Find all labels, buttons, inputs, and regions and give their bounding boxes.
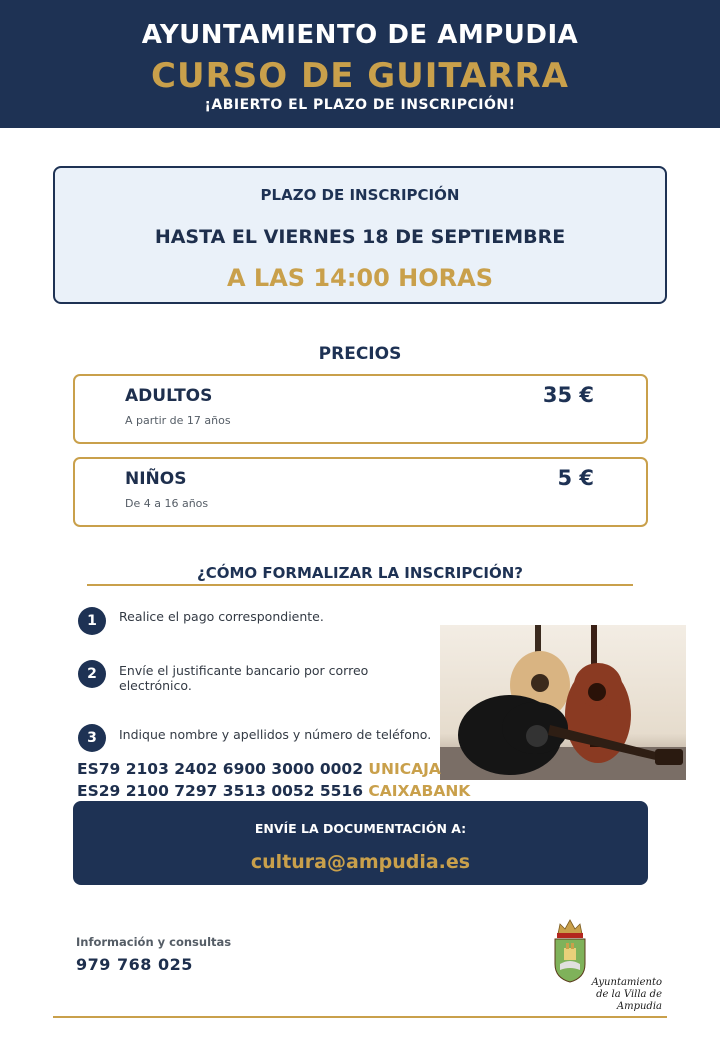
send-documentation-label: ENVÍE LA DOCUMENTACIÓN A: <box>254 821 467 836</box>
header-banner <box>0 0 720 128</box>
step-text: Indique nombre y apellidos y número de teléfono. <box>119 727 432 742</box>
price-category-name: NIÑOS <box>125 469 187 489</box>
step-text: Realice el pago correspondiente. <box>119 609 324 624</box>
prices-heading: PRECIOS <box>318 344 402 364</box>
send-documentation-box <box>73 801 648 885</box>
deadline-label: PLAZO DE INSCRIPCIÓN <box>260 186 460 204</box>
step-number-badge: 1 <box>78 607 106 635</box>
step-number-badge: 3 <box>78 724 106 752</box>
footer-divider <box>53 1016 667 1018</box>
deadline-date: HASTA EL VIERNES 18 DE SEPTIEMBRE <box>154 226 566 248</box>
contact-phone: 979 768 025 <box>76 955 193 974</box>
price-card-children <box>73 457 648 527</box>
town-crest-icon <box>550 916 590 986</box>
logo-line-2: de la Villa de Ampudia <box>596 989 662 1012</box>
deadline-time: A LAS 14:00 HORAS <box>226 264 493 292</box>
info-label: Información y consultas <box>76 935 232 949</box>
logo-line-1: Ayuntamiento <box>591 977 662 988</box>
bank-account-line <box>77 782 470 800</box>
price-card-adults <box>73 374 648 444</box>
bank-name: UNICAJA <box>368 760 441 778</box>
course-title: CURSO DE GUITARRA <box>151 56 569 96</box>
step-number-badge: 2 <box>78 660 106 688</box>
price-amount: 5 € <box>557 466 594 490</box>
price-category-age: De 4 a 16 años <box>125 497 209 510</box>
price-amount: 35 € <box>542 383 594 407</box>
iban-number: ES79 2103 2402 6900 3000 0002 <box>77 760 364 778</box>
organization-name: AYUNTAMIENTO DE AMPUDIA <box>141 20 579 50</box>
guitars-photo <box>440 625 686 780</box>
step-text: Envíe el justificante bancario por correo electrónico. <box>119 663 369 693</box>
bank-name: CAIXABANK <box>368 782 471 800</box>
registration-open-subtitle: ¡ABIERTO EL PLAZO DE INSCRIPCIÓN! <box>204 97 516 113</box>
iban-number: ES29 2100 7297 3513 0052 5516 <box>77 782 364 800</box>
heading-divider <box>87 584 633 586</box>
how-to-register-heading: ¿CÓMO FORMALIZAR LA INSCRIPCIÓN? <box>197 564 523 582</box>
bank-account-line <box>77 760 441 778</box>
registration-deadline-box <box>53 166 667 304</box>
contact-email[interactable]: cultura@ampudia.es <box>250 851 471 873</box>
town-hall-logo-text <box>552 977 662 1013</box>
price-category-name: ADULTOS <box>125 386 213 406</box>
price-category-age: A partir de 17 años <box>125 414 231 427</box>
